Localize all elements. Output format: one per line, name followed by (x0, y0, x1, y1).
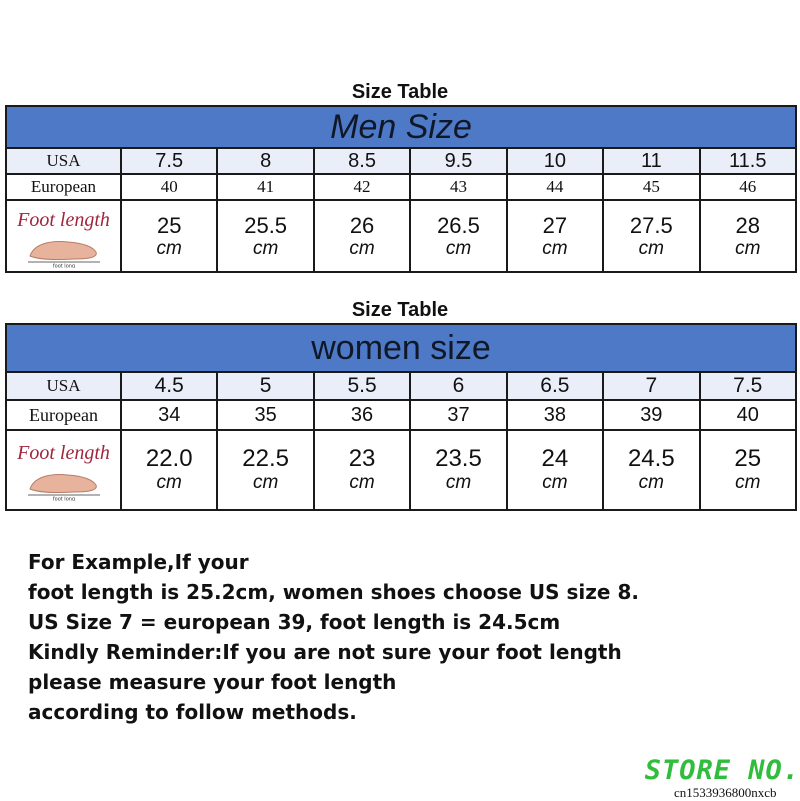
foot-long-caption: foot long (52, 496, 75, 501)
women-table-title: Size Table (351, 299, 449, 321)
men-foot-length-cell: 26.5 cm (411, 201, 507, 273)
women-size-band: women size (7, 325, 795, 373)
women-usa-cell: 5.5 (315, 373, 411, 399)
women-foot-length-row (7, 431, 795, 509)
size-guide-notes (28, 547, 788, 727)
men-usa-cell: 11 (604, 149, 700, 173)
men-european-cell: 40 (122, 175, 218, 199)
women-european-cell: 39 (604, 401, 700, 429)
women-foot-length-cell: 24 cm (508, 431, 604, 509)
men-table-title: Size Table (351, 81, 449, 103)
men-usa-cell: 9.5 (411, 149, 507, 173)
women-size-table (5, 323, 797, 511)
women-usa-cell: 5 (218, 373, 314, 399)
foot-illustration-icon (24, 465, 104, 501)
men-usa-cell: 10 (508, 149, 604, 173)
store-number-label: STORE NO. (644, 755, 800, 786)
women-foot-length-cell: 24.5 cm (604, 431, 700, 509)
women-european-cell: 40 (736, 403, 759, 426)
women-usa-row (7, 373, 795, 401)
women-foot-length-cell: 23.5 cm (411, 431, 507, 509)
men-usa-cell: 8.5 (315, 149, 411, 173)
men-foot-length-cell: 26 cm (315, 201, 411, 273)
women-european-row (7, 401, 795, 431)
men-european-cell: 46 (739, 177, 757, 196)
women-foot-length-cell: 22.5 cm (218, 431, 314, 509)
european-label: European (7, 175, 122, 199)
men-european-cell: 42 (315, 175, 411, 199)
women-european-cell: 34 (122, 401, 218, 429)
men-european-row (7, 175, 795, 201)
note-line: US Size 7 = european 39, foot length is 24.5cm (28, 610, 561, 634)
women-usa-cell: 4.5 (122, 373, 218, 399)
foot-long-caption: foot long (52, 263, 75, 268)
usa-label: USA (7, 149, 122, 173)
foot-length-label-cell (7, 201, 122, 273)
men-foot-length-cell: 25.5 cm (218, 201, 314, 273)
men-size-band: Men Size (7, 107, 795, 149)
note-line: foot length is 25.2cm, women shoes choose US size 8. (28, 580, 639, 604)
men-usa-cell: 8 (218, 149, 314, 173)
store-id: cn1533936800nxcb (674, 785, 777, 800)
women-foot-length-cell: 23 cm (315, 431, 411, 509)
men-foot-length-cell: 27 cm (508, 201, 604, 273)
men-foot-length-row (7, 201, 795, 273)
men-foot-length-cell: 27.5 cm (604, 201, 700, 273)
usa-label: USA (7, 373, 122, 399)
men-usa-cell: 11.5 (729, 149, 767, 172)
women-european-cell: 37 (411, 401, 507, 429)
women-usa-cell: 6 (411, 373, 507, 399)
men-foot-length-cell: 28 cm (735, 213, 761, 259)
men-european-cell: 43 (411, 175, 507, 199)
women-usa-cell: 7 (604, 373, 700, 399)
women-usa-cell: 6.5 (508, 373, 604, 399)
foot-length-label-cell (7, 431, 122, 509)
men-european-cell: 41 (218, 175, 314, 199)
note-line: For Example,If your (28, 550, 249, 574)
note-line: according to follow methods. (28, 700, 357, 724)
women-european-cell: 35 (218, 401, 314, 429)
note-line: please measure your foot length (28, 670, 397, 694)
women-european-cell: 38 (508, 401, 604, 429)
women-european-cell: 36 (315, 401, 411, 429)
women-usa-cell: 7.5 (733, 374, 763, 397)
note-line: Kindly Reminder:If you are not sure your foot length (28, 640, 622, 664)
men-foot-length-cell: 25 cm (122, 201, 218, 273)
european-label: European (7, 401, 122, 429)
women-foot-length-cell: 22.0 cm (122, 431, 218, 509)
men-size-table (5, 105, 797, 273)
foot-length-label: Foot length (17, 208, 110, 231)
men-usa-cell: 7.5 (122, 149, 218, 173)
women-foot-length-cell: 25 cm (734, 445, 762, 493)
men-european-cell: 44 (508, 175, 604, 199)
foot-length-label: Foot length (17, 441, 110, 464)
men-european-cell: 45 (604, 175, 700, 199)
foot-illustration-icon (24, 232, 104, 268)
men-usa-row (7, 149, 795, 175)
